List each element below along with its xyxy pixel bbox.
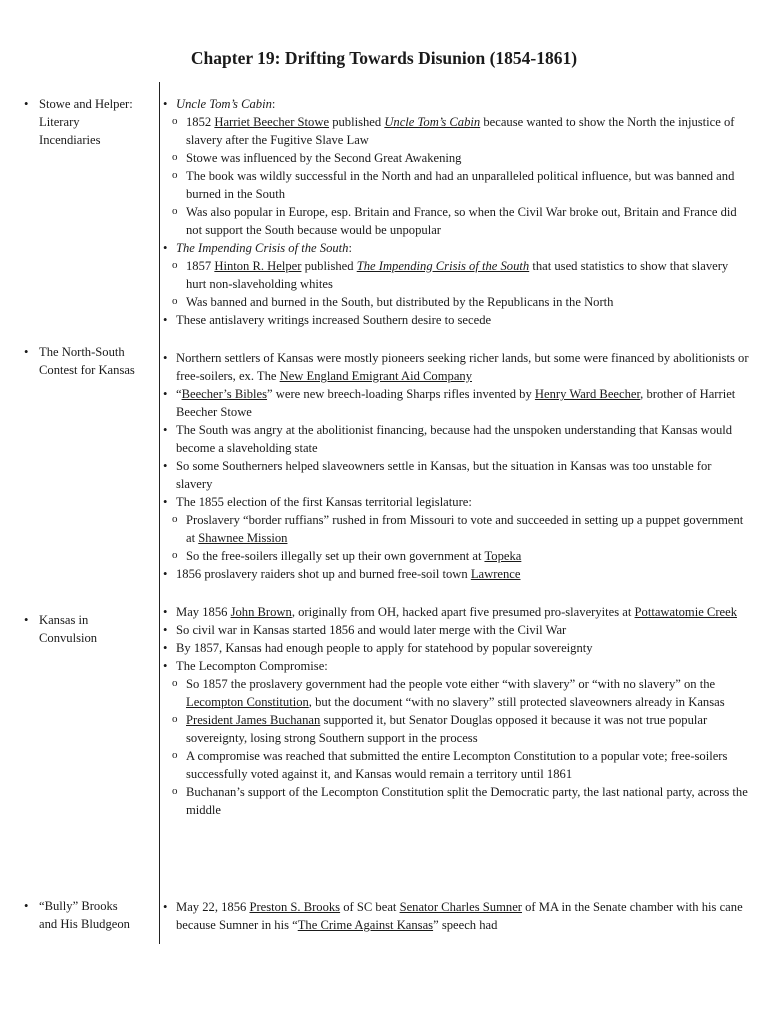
text-run: Preston S. Brooks [249, 900, 341, 914]
sub-bullet-icon: o [172, 713, 178, 725]
text-run: Proslavery “border ruffians” rushed in from Missouri to vote and succeeded in setting up a puppet government at [186, 513, 744, 545]
bullet-icon: • [163, 605, 168, 619]
text-run: The book was wildly successful in the North and had an unparalleled political influence, but was banned and burned in the South [186, 169, 735, 201]
text-run: The 1855 election of the first Kansas territorial legislature: [176, 495, 472, 509]
text-run: of MA in the Senate chamber with his cane because Sumner in his “ [176, 900, 743, 932]
bullet-item [162, 898, 750, 934]
text-run: , originally from OH, hacked apart five presumed pro-slaveryites at [291, 605, 635, 619]
bullet-item [162, 385, 750, 421]
text-run: Beecher’s Bibles [181, 387, 268, 401]
text-run: So some Southerners helped slaveowners settle in Kansas, but the situation in Kansas was too unstable for slavery [176, 459, 712, 491]
text-run: published [301, 259, 357, 273]
sub-bullet-icon: o [172, 259, 178, 271]
text-run: published [329, 115, 385, 129]
sub-bullet-item [162, 113, 750, 149]
bullet-icon: • [24, 97, 29, 111]
bullet-icon: • [24, 613, 29, 627]
section-notes [162, 95, 750, 329]
bullet-icon: • [163, 241, 168, 255]
bullet-item [162, 493, 750, 511]
sub-bullet-item [162, 711, 750, 747]
sub-bullet-item [162, 257, 750, 293]
heading-line: Literary [39, 115, 80, 129]
text-run: “ [176, 387, 182, 401]
bullet-icon: • [163, 313, 168, 327]
text-run: So 1857 the proslavery government had the people vote either “with slavery” or “with no slavery” on the [186, 677, 716, 691]
text-run: Lecompton Constitution [186, 695, 309, 709]
column-divider [159, 82, 160, 944]
text-run: , brother of Harriet Beecher Stowe [176, 387, 736, 419]
text-run: Harriet Beecher Stowe [214, 115, 330, 129]
text-run: Uncle Tom’s Cabin [176, 97, 272, 111]
bullet-item [162, 457, 750, 493]
bullet-item [162, 565, 750, 583]
text-run: Stowe was influenced by the Second Great Awakening [186, 151, 462, 165]
sub-bullet-item [162, 149, 750, 167]
bullet-icon: • [24, 899, 29, 913]
text-run: So civil war in Kansas started 1856 and would later merge with the Civil War [176, 623, 567, 637]
sub-bullet-icon: o [172, 205, 178, 217]
bullet-item [162, 621, 750, 639]
section-heading [24, 343, 156, 379]
sub-bullet-icon: o [172, 151, 178, 163]
bullet-icon: • [163, 459, 168, 473]
text-run: Senator Charles Sumner [399, 900, 522, 914]
heading-line: Kansas in [39, 613, 89, 627]
text-run: So the free-soilers illegally set up their own government at [186, 549, 485, 563]
sub-bullet-item [162, 511, 750, 547]
bullet-icon: • [163, 567, 168, 581]
sub-bullet-icon: o [172, 549, 178, 561]
section-notes [162, 898, 750, 934]
section-heading [24, 95, 156, 149]
text-run: The Impending Crisis of the South [356, 259, 530, 273]
sub-bullet-icon: o [172, 295, 178, 307]
text-run: : [348, 241, 352, 255]
text-run: May 22, 1856 [176, 900, 250, 914]
text-run: May 1856 [176, 605, 231, 619]
bullet-icon: • [163, 97, 168, 111]
bullet-item [162, 239, 750, 257]
text-run: 1856 proslavery raiders shot up and burned free-soil town [176, 567, 471, 581]
sub-bullet-item [162, 675, 750, 711]
bullet-item [162, 639, 750, 657]
bullet-icon: • [163, 659, 168, 673]
heading-line: Contest for Kansas [39, 363, 135, 377]
sub-bullet-icon: o [172, 115, 178, 127]
text-run: supported it, but Senator Douglas opposed it because it was not true popular sovereignty, losing strong Southern support in the process [186, 713, 708, 745]
section-notes [162, 603, 750, 819]
text-run: By 1857, Kansas had enough people to apply for statehood by popular sovereignty [176, 641, 593, 655]
heading-line: “Bully” Brooks [39, 899, 118, 913]
bullet-icon: • [163, 351, 168, 365]
sub-bullet-item [162, 167, 750, 203]
section-heading [24, 897, 156, 933]
text-run: The South was angry at the abolitionist financing, because had the unspoken understanding that Kansas would become a slaveholding state [176, 423, 733, 455]
sub-bullet-item [162, 783, 750, 819]
text-run: 1852 [186, 115, 215, 129]
sub-bullet-item [162, 203, 750, 239]
text-run: President James Buchanan [186, 713, 321, 727]
bullet-icon: • [163, 423, 168, 437]
bullet-item [162, 603, 750, 621]
text-run: ” were new breech-loading Sharps rifles invented by [267, 387, 535, 401]
text-run: Topeka [484, 549, 522, 563]
sub-bullet-icon: o [172, 169, 178, 181]
heading-line: Stowe and Helper: [39, 97, 133, 111]
text-run: 1857 [186, 259, 215, 273]
text-run: Northern settlers of Kansas were mostly pioneers seeking richer lands, but some were financed by abolitionists or free-soilers, ex. The [176, 351, 749, 383]
bullet-item [162, 349, 750, 385]
bullet-item [162, 95, 750, 113]
text-run: The Impending Crisis of the South [176, 241, 349, 255]
text-run: that used statistics to show that slavery hurt non-slaveholding whites [186, 259, 729, 291]
text-run: Was also popular in Europe, esp. Britain and France, so when the Civil War broke out, Britain and France did not support the South because would be unpopular [186, 205, 737, 237]
heading-line: Incendiaries [39, 133, 101, 147]
bullet-icon: • [163, 900, 168, 914]
text-run: Was banned and burned in the South, but distributed by the Republicans in the North [186, 295, 614, 309]
sub-bullet-icon: o [172, 785, 178, 797]
sub-bullet-icon: o [172, 749, 178, 761]
section-notes [162, 349, 750, 583]
sub-bullet-item [162, 293, 750, 311]
text-run: Hinton R. Helper [214, 259, 302, 273]
bullet-icon: • [24, 345, 29, 359]
text-run: Uncle Tom’s Cabin [384, 115, 481, 129]
text-run: The Crime Against Kansas [297, 918, 434, 932]
section-heading [24, 611, 156, 647]
text-run: New England Emigrant Aid Company [279, 369, 472, 383]
text-run: because wanted to show the North the injustice of slavery after the Fugitive Slave Law [186, 115, 735, 147]
sub-bullet-item [162, 547, 750, 565]
text-run: : [271, 97, 276, 111]
text-run: of SC beat [340, 900, 400, 914]
text-run: Lawrence [470, 567, 521, 581]
text-run: ” speech had [433, 918, 498, 932]
bullet-item [162, 421, 750, 457]
text-run: A compromise was reached that submitted the entire Lecompton Constitution to a popular vote; free-soilers successfully voted against it, and Kansas would remain a territory until 1861 [186, 749, 728, 781]
text-run: The Lecompton Compromise: [176, 659, 328, 673]
heading-line: and His Bludgeon [39, 917, 130, 931]
heading-line: The North-South [39, 345, 125, 359]
text-run: Buchanan’s support of the Lecompton Constitution split the Democratic party, the last national party, across the middle [186, 785, 748, 817]
page-title: Chapter 19: Drifting Towards Disunion (1854-1861) [190, 48, 578, 68]
bullet-item [162, 311, 750, 329]
text-run: Henry Ward Beecher [534, 387, 641, 401]
bullet-icon: • [163, 641, 168, 655]
text-run: John Brown [230, 605, 292, 619]
sub-bullet-item [162, 747, 750, 783]
heading-line: Convulsion [39, 631, 98, 645]
text-run: These antislavery writings increased Southern desire to secede [176, 313, 492, 327]
bullet-icon: • [163, 495, 168, 509]
sub-bullet-icon: o [172, 677, 178, 689]
text-run: Shawnee Mission [198, 531, 288, 545]
text-run: Pottawatomie Creek [634, 605, 738, 619]
text-run: , but the document “with no slavery” still protected slaveowners already in Kansas [308, 695, 725, 709]
bullet-icon: • [163, 623, 168, 637]
bullet-icon: • [163, 387, 168, 401]
sub-bullet-icon: o [172, 513, 178, 525]
bullet-item [162, 657, 750, 675]
